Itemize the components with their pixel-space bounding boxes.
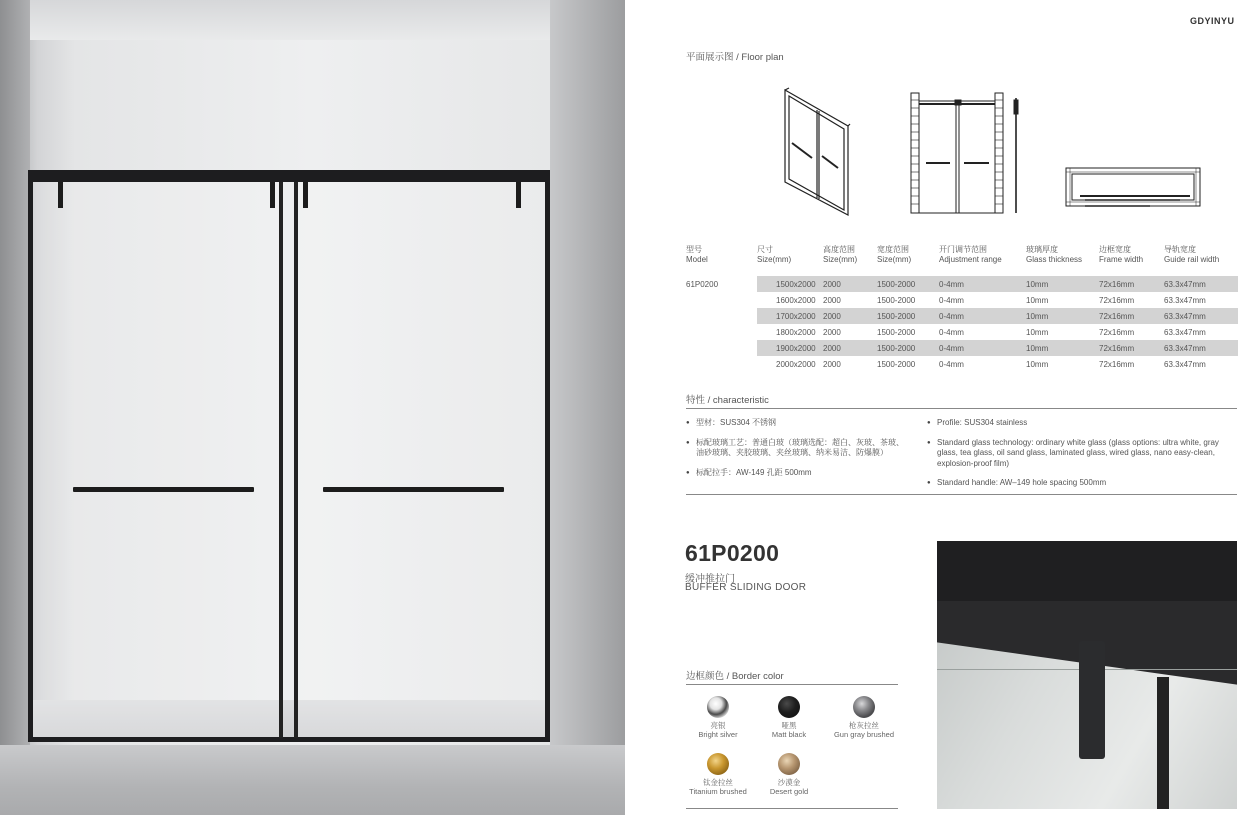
brand-logo: GDYINYU	[1190, 16, 1235, 26]
cell-width: 1500-2000	[877, 359, 916, 369]
door-stile	[279, 182, 283, 738]
cell-height: 2000	[823, 327, 841, 337]
cell-glass: 10mm	[1026, 327, 1049, 337]
front-elevation-drawing	[911, 93, 1018, 213]
cell-glass: 10mm	[1026, 308, 1099, 324]
swatch-label-en: Bright silver	[698, 730, 738, 739]
characteristic-item: ● 型材：SUS304 不锈钢	[686, 418, 911, 429]
room-floor	[0, 745, 625, 815]
col-header-width-range: 宽度范围 Size(mm)	[877, 245, 912, 264]
swatch-label-zh: 枪灰拉丝	[849, 721, 879, 730]
door-frame-right	[545, 170, 550, 742]
cell-frame: 72x16mm	[1099, 359, 1135, 369]
door-roller	[303, 182, 308, 208]
cell-adjustment: 0-4mm	[939, 276, 1026, 292]
cell-width: 1500-2000	[877, 340, 939, 356]
plan-view-drawing	[1066, 168, 1200, 206]
characteristic-item: ● 标配玻璃工艺：普通白玻（玻璃选配：超白、灰玻、茶玻、油砂玻璃、夹胶玻璃、夹丝玻璃、纳米易洁、防爆膜）	[686, 438, 911, 459]
table-row	[686, 356, 1238, 372]
wall-shadow-right	[550, 0, 625, 745]
ceiling	[0, 0, 625, 40]
swatch-label-zh: 钛金拉丝	[703, 778, 733, 787]
col-header-glass-thickness: 玻璃厚度 Glass thickness	[1026, 245, 1083, 264]
rail-top	[937, 541, 1237, 601]
door-handle	[323, 487, 504, 492]
swatch-matt-black	[749, 696, 829, 739]
characteristic-item: ● Standard glass technology: ordinary white glass (glass options: ultra white, gray glass, tea glass, oil sand glass, laminated glass, wired glass, nano easy-clean, explosion-proof film)	[927, 438, 1237, 470]
door-roller	[270, 182, 275, 208]
glass-panel-left	[33, 182, 280, 737]
cell-model: 61P0200	[686, 279, 719, 289]
swatch-gun-gray-brushed	[824, 696, 904, 739]
characteristic-item: ● 标配拉手：AW-149 孔距 500mm	[686, 468, 911, 479]
door-handle	[73, 487, 254, 492]
swatch-titanium-brushed	[678, 753, 758, 796]
cell-width: 1500-2000	[877, 295, 916, 305]
roller-bracket	[1079, 641, 1105, 759]
characteristic-item: ● Standard handle: AW–149 hole spacing 500mm	[927, 478, 1237, 489]
cell-model	[686, 292, 757, 308]
cell-width: 1500-2000	[877, 327, 916, 337]
glass-panel-right	[298, 182, 545, 737]
cell-size: 1600x2000	[776, 295, 816, 305]
table-row	[686, 340, 1238, 356]
swatch-label-zh: 亮银	[710, 721, 726, 730]
divider	[686, 408, 1237, 409]
cell-rail: 63.3x47mm	[1164, 359, 1206, 369]
cell-model	[686, 356, 757, 372]
swatch-label-en: Matt black	[771, 730, 807, 739]
swatch-label-zh: 沙漠金	[777, 778, 801, 787]
cell-size: 2000x2000	[776, 359, 816, 369]
cell-rail: 63.3x47mm	[1164, 327, 1206, 337]
characteristic-list-zh	[686, 418, 911, 487]
floor-plan-title: 平面展示图 / Floor plan	[686, 52, 784, 63]
cell-rail: 63.3x47mm	[1164, 295, 1206, 305]
matt-black-swatch-icon	[778, 696, 800, 718]
divider	[686, 808, 898, 809]
door-frame-bottom	[28, 737, 550, 742]
door-frame-top	[28, 170, 550, 182]
cell-size: 1700x2000	[757, 308, 823, 324]
cell-adjustment: 0-4mm	[939, 340, 1026, 356]
cell-glass: 10mm	[1026, 359, 1049, 369]
cell-model	[686, 308, 757, 324]
col-header-adjustment: 开门调节范围 Adjustment range	[939, 245, 1002, 264]
swatch-desert-gold	[749, 753, 829, 796]
cell-rail: 63.3x47mm	[1164, 276, 1238, 292]
cell-size: 1500x2000	[757, 276, 823, 292]
cell-glass: 10mm	[1026, 276, 1099, 292]
cell-adjustment: 0-4mm	[939, 308, 1026, 324]
cell-height: 2000	[823, 276, 877, 292]
cell-height: 2000	[823, 308, 877, 324]
swatch-label-en: Titanium brushed	[689, 787, 747, 796]
door-frame-left	[28, 170, 33, 742]
cell-model	[686, 324, 757, 340]
divider	[686, 684, 898, 685]
table-row	[686, 324, 1238, 340]
table-row	[686, 308, 1238, 324]
cell-adjustment: 0-4mm	[939, 359, 964, 369]
characteristic-title: 特性 / characteristic	[686, 395, 769, 406]
product-model: 61P0200	[685, 540, 780, 566]
cell-model	[686, 340, 757, 356]
col-header-size: 尺寸 Size(mm)	[757, 245, 792, 264]
cell-rail: 63.3x47mm	[1164, 340, 1238, 356]
cell-frame: 72x16mm	[1099, 308, 1164, 324]
cell-height: 2000	[823, 359, 841, 369]
cell-width: 1500-2000	[877, 276, 939, 292]
cell-rail: 63.3x47mm	[1164, 308, 1238, 324]
door-roller	[58, 182, 63, 208]
cell-frame: 72x16mm	[1099, 295, 1135, 305]
cell-frame: 72x16mm	[1099, 327, 1135, 337]
spec-table	[686, 245, 1238, 372]
swatch-label-en: Gun gray brushed	[833, 730, 895, 739]
product-name-en: BUFFER SLIDING DOOR	[685, 582, 807, 593]
table-row	[686, 292, 1238, 308]
door-stile	[294, 182, 298, 738]
cell-frame: 72x16mm	[1099, 340, 1164, 356]
col-header-guide-rail: 导轨宽度 Guide rail width	[1164, 245, 1220, 264]
cell-size: 1800x2000	[776, 327, 816, 337]
cell-frame: 72x16mm	[1099, 276, 1164, 292]
table-row	[686, 276, 1238, 292]
characteristic-item: ● Profile: SUS304 stainless	[927, 418, 1237, 429]
door-roller	[516, 182, 521, 208]
cell-adjustment: 0-4mm	[939, 295, 964, 305]
swatch-label-zh: 哑黑	[781, 721, 797, 730]
spec-table-header	[686, 245, 1238, 276]
door-stile	[1157, 677, 1169, 809]
titanium-swatch-icon	[707, 753, 729, 775]
cell-size: 1900x2000	[757, 340, 823, 356]
cell-glass: 10mm	[1026, 340, 1099, 356]
cell-glass: 10mm	[1026, 295, 1049, 305]
col-header-height-range: 高度范围 Size(mm)	[823, 245, 858, 264]
cell-height: 2000	[823, 295, 841, 305]
product-name-zh: 缓冲推拉门	[685, 574, 735, 585]
col-header-model: 型号 Model	[686, 245, 708, 264]
cell-adjustment: 0-4mm	[939, 327, 964, 337]
characteristic-list-en	[927, 418, 1237, 498]
divider	[686, 494, 1237, 495]
isometric-door-drawing	[785, 88, 850, 215]
wall-shadow-left	[0, 0, 30, 745]
desert-gold-swatch-icon	[778, 753, 800, 775]
swatch-label-en: Desert gold	[769, 787, 809, 796]
gun-gray-swatch-icon	[853, 696, 875, 718]
detail-photo	[937, 541, 1237, 809]
border-color-title: 边框颜色 / Border color	[686, 671, 784, 682]
swatch-bright-silver	[678, 696, 758, 739]
bright-silver-swatch-icon	[707, 696, 729, 718]
cell-width: 1500-2000	[877, 308, 939, 324]
col-header-frame-width: 边框宽度 Frame width	[1099, 245, 1144, 264]
cell-height: 2000	[823, 340, 877, 356]
